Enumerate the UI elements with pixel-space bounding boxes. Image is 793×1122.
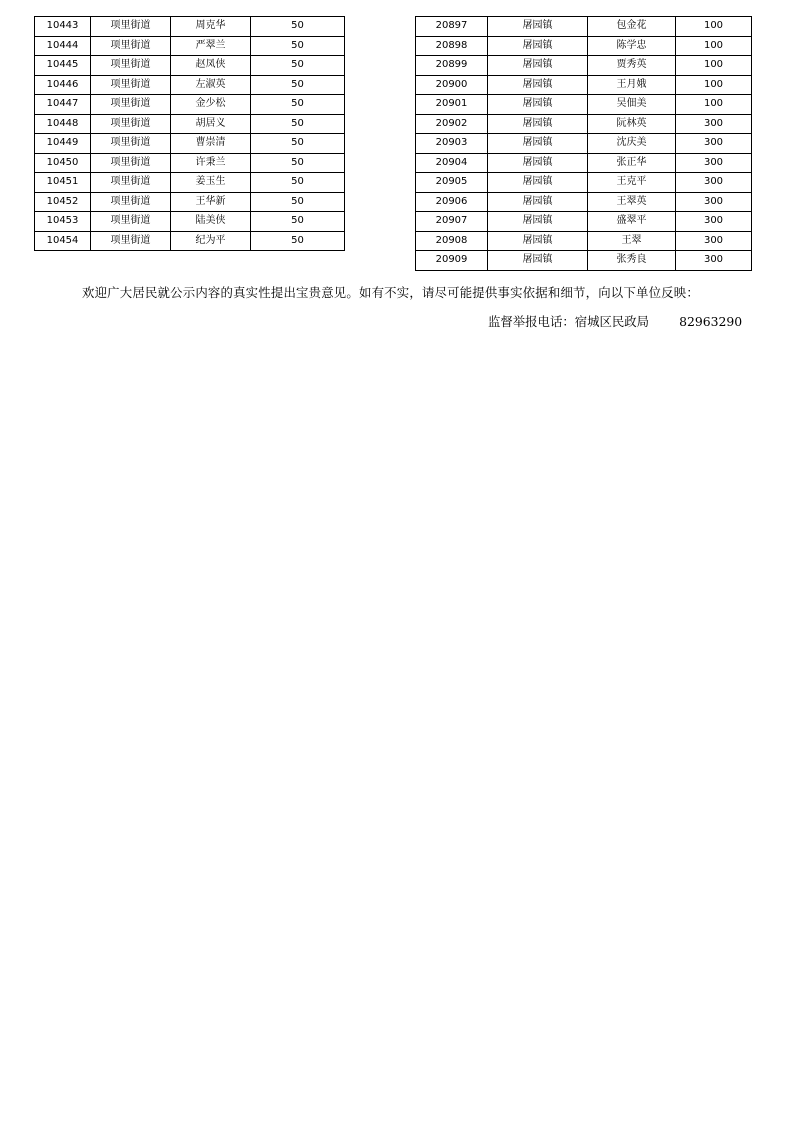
- table-row: [35, 212, 345, 232]
- district-cell: 项里街道: [91, 95, 171, 115]
- name-cell: 王克平: [588, 173, 676, 193]
- right-roster-body: [416, 17, 752, 271]
- name-cell: 姜玉生: [171, 173, 251, 193]
- district-cell: 项里街道: [91, 114, 171, 134]
- hotline-label: 监督举报电话：宿城区民政局: [488, 314, 650, 329]
- amount-cell: 50: [251, 114, 345, 134]
- table-row: [416, 36, 752, 56]
- table-row: [416, 134, 752, 154]
- table-row: [416, 56, 752, 76]
- name-cell: 沈庆美: [588, 134, 676, 154]
- table-row: [35, 95, 345, 115]
- amount-cell: 300: [676, 212, 752, 232]
- serial-cell: 10450: [35, 153, 91, 173]
- name-cell: 许秉兰: [171, 153, 251, 173]
- district-cell: 屠园镇: [488, 95, 588, 115]
- table-row: [416, 17, 752, 37]
- name-cell: 盛翠平: [588, 212, 676, 232]
- table-row: [416, 231, 752, 251]
- amount-cell: 50: [251, 56, 345, 76]
- table-row: [416, 114, 752, 134]
- serial-cell: 20909: [416, 251, 488, 271]
- name-cell: 陆美侠: [171, 212, 251, 232]
- name-cell: 贾秀英: [588, 56, 676, 76]
- serial-cell: 10452: [35, 192, 91, 212]
- serial-cell: 10449: [35, 134, 91, 154]
- table-row: [35, 75, 345, 95]
- serial-cell: 10454: [35, 231, 91, 251]
- table-row: [35, 114, 345, 134]
- name-cell: 张正华: [588, 153, 676, 173]
- district-cell: 屠园镇: [488, 134, 588, 154]
- name-cell: 严翠兰: [171, 36, 251, 56]
- table-row: [35, 173, 345, 193]
- name-cell: 周克华: [171, 17, 251, 37]
- serial-cell: 10445: [35, 56, 91, 76]
- name-cell: 王华新: [171, 192, 251, 212]
- district-cell: 屠园镇: [488, 192, 588, 212]
- table-row: [35, 192, 345, 212]
- right-roster-table: [415, 16, 752, 271]
- serial-cell: 20901: [416, 95, 488, 115]
- district-cell: 屠园镇: [488, 251, 588, 271]
- amount-cell: 50: [251, 173, 345, 193]
- table-row: [35, 231, 345, 251]
- serial-cell: 10447: [35, 95, 91, 115]
- name-cell: 吴佃美: [588, 95, 676, 115]
- amount-cell: 50: [251, 36, 345, 56]
- left-roster-body: [35, 17, 345, 251]
- district-cell: 屠园镇: [488, 114, 588, 134]
- table-row: [416, 75, 752, 95]
- serial-cell: 20899: [416, 56, 488, 76]
- table-row: [35, 56, 345, 76]
- serial-cell: 10448: [35, 114, 91, 134]
- amount-cell: 50: [251, 75, 345, 95]
- amount-cell: 300: [676, 173, 752, 193]
- district-cell: 项里街道: [91, 231, 171, 251]
- name-cell: 阮林英: [588, 114, 676, 134]
- amount-cell: 300: [676, 134, 752, 154]
- amount-cell: 50: [251, 134, 345, 154]
- name-cell: 陈学忠: [588, 36, 676, 56]
- district-cell: 屠园镇: [488, 231, 588, 251]
- amount-cell: 50: [251, 212, 345, 232]
- district-cell: 项里街道: [91, 36, 171, 56]
- amount-cell: 300: [676, 153, 752, 173]
- name-cell: 左淑英: [171, 75, 251, 95]
- district-cell: 项里街道: [91, 192, 171, 212]
- district-cell: 屠园镇: [488, 36, 588, 56]
- name-cell: 金少松: [171, 95, 251, 115]
- amount-cell: 100: [676, 36, 752, 56]
- name-cell: 张秀良: [588, 251, 676, 271]
- hotline-line: [488, 312, 742, 330]
- district-cell: 屠园镇: [488, 173, 588, 193]
- amount-cell: 50: [251, 231, 345, 251]
- amount-cell: 50: [251, 95, 345, 115]
- table-row: [35, 134, 345, 154]
- amount-cell: 50: [251, 17, 345, 37]
- serial-cell: 10451: [35, 173, 91, 193]
- amount-cell: 300: [676, 231, 752, 251]
- serial-cell: 20902: [416, 114, 488, 134]
- serial-cell: 20905: [416, 173, 488, 193]
- serial-cell: 20900: [416, 75, 488, 95]
- name-cell: 曹崇清: [171, 134, 251, 154]
- table-row: [416, 212, 752, 232]
- amount-cell: 50: [251, 153, 345, 173]
- amount-cell: 300: [676, 251, 752, 271]
- district-cell: 项里街道: [91, 17, 171, 37]
- serial-cell: 20906: [416, 192, 488, 212]
- serial-cell: 20903: [416, 134, 488, 154]
- name-cell: 赵凤侠: [171, 56, 251, 76]
- name-cell: 王月娥: [588, 75, 676, 95]
- serial-cell: 10453: [35, 212, 91, 232]
- district-cell: 屠园镇: [488, 56, 588, 76]
- amount-cell: 300: [676, 192, 752, 212]
- hotline-number: 82963290: [679, 314, 743, 329]
- district-cell: 项里街道: [91, 173, 171, 193]
- table-row: [416, 251, 752, 271]
- table-row: [35, 153, 345, 173]
- district-cell: 项里街道: [91, 75, 171, 95]
- serial-cell: 20907: [416, 212, 488, 232]
- name-cell: 纪为平: [171, 231, 251, 251]
- district-cell: 屠园镇: [488, 75, 588, 95]
- amount-cell: 100: [676, 56, 752, 76]
- table-row: [35, 36, 345, 56]
- district-cell: 屠园镇: [488, 212, 588, 232]
- name-cell: 王翠英: [588, 192, 676, 212]
- name-cell: 王翠: [588, 231, 676, 251]
- serial-cell: 20908: [416, 231, 488, 251]
- name-cell: 胡居义: [171, 114, 251, 134]
- district-cell: 屠园镇: [488, 153, 588, 173]
- amount-cell: 300: [676, 114, 752, 134]
- amount-cell: 100: [676, 75, 752, 95]
- serial-cell: 20898: [416, 36, 488, 56]
- amount-cell: 100: [676, 17, 752, 37]
- district-cell: 项里街道: [91, 134, 171, 154]
- district-cell: 项里街道: [91, 153, 171, 173]
- serial-cell: 10443: [35, 17, 91, 37]
- table-row: [416, 192, 752, 212]
- serial-cell: 20897: [416, 17, 488, 37]
- amount-cell: 50: [251, 192, 345, 212]
- serial-cell: 10444: [35, 36, 91, 56]
- district-cell: 项里街道: [91, 212, 171, 232]
- feedback-notice: 欢迎广大居民就公示内容的真实性提出宝贵意见。如有不实，请尽可能提供事实依据和细节，向以下单位反映：: [82, 285, 699, 300]
- table-row: [416, 95, 752, 115]
- amount-cell: 100: [676, 95, 752, 115]
- serial-cell: 10446: [35, 75, 91, 95]
- table-row: [416, 173, 752, 193]
- district-cell: 屠园镇: [488, 17, 588, 37]
- table-row: [35, 17, 345, 37]
- table-row: [416, 153, 752, 173]
- left-roster-table: [34, 16, 345, 251]
- name-cell: 包金花: [588, 17, 676, 37]
- district-cell: 项里街道: [91, 56, 171, 76]
- serial-cell: 20904: [416, 153, 488, 173]
